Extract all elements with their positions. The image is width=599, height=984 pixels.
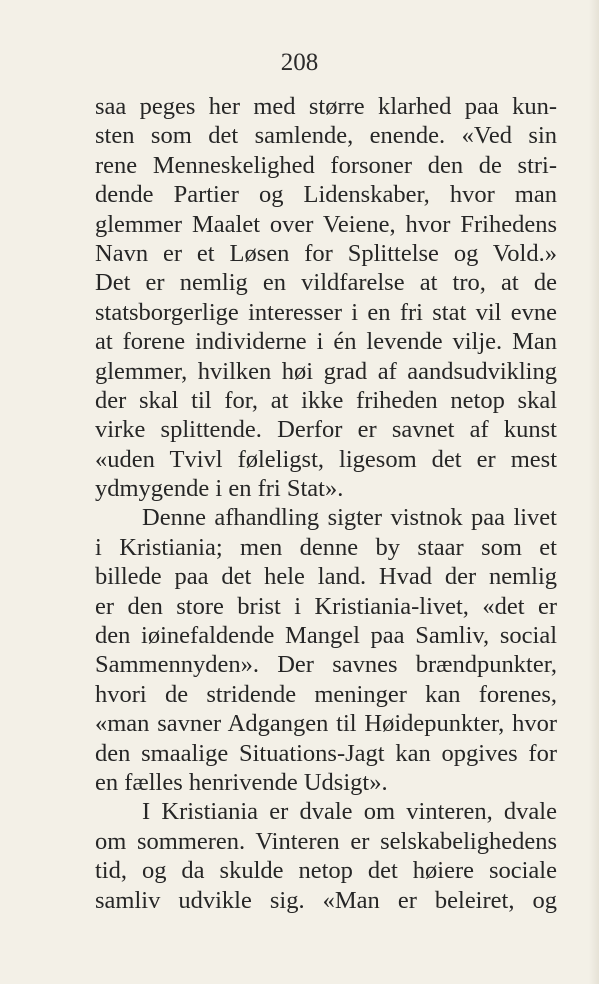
text-line: sten som det samlende, enende. «Ved sin [95,122,557,150]
text-line: glemmer Maalet over Veiene, hvor Frihedens [95,210,557,238]
text-line: dende Partier og Lidenskaber, hvor man [95,181,557,209]
text-line: er den store brist i Kristiania-livet, «det er [95,592,557,620]
text-line: virke splittende. Derfor er savnet af kunst [95,416,557,444]
text-line: Det er nemlig en vildfarelse at tro, at de [95,269,557,297]
text-line: der skal til for, at ikke friheden netop skal [95,386,557,414]
text-line: den smaalige Situations-Jagt kan opgives for [95,739,557,767]
text-line: saa peges her med større klarhed paa kun- [95,93,557,120]
text-line: statsborgerlige interesser i en fri stat vil evne [95,298,557,326]
text-line: en fælles henrivende Udsigt». [95,768,388,796]
paragraph-start-line: I Kristiania er dvale om vinteren, dvale [142,798,557,826]
paragraph-start-line: Denne afhandling sigter vistnok paa livet [142,504,557,532]
text-line: den iøinefaldende Mangel paa Samliv, social [95,622,557,650]
text-line: «uden Tvivl føleligst, ligesom det er mest [95,445,557,473]
text-line: hvori de stridende meninger kan forenes, [95,680,557,708]
page-edge-shadow [589,0,599,984]
text-line: at forene individerne i én levende vilje. Man [95,328,557,356]
text-line: glemmer, hvilken høi grad af aandsudvikling [95,357,557,385]
text-line: Sammennyden». Der savnes brændpunkter, [95,651,557,679]
text-line: om sommeren. Vinteren er selskabelighedens [95,827,557,855]
text-line: samliv udvikle sig. «Man er beleiret, og [95,886,557,914]
text-line: tid, og da skulde netop det høiere sociale [95,857,557,885]
body-text [95,92,557,915]
text-line: rene Menneskelighed forsoner den de stri- [95,151,557,179]
text-line: «man savner Adgangen til Høidepunkter, hvor [95,710,557,738]
text-line: Navn er et Løsen for Splittelse og Vold.» [95,239,557,267]
text-line: billede paa det hele land. Hvad der nemlig [95,563,557,591]
page-number: 208 [280,49,319,76]
text-line: ydmygende i en fri Stat». [95,475,344,503]
text-line: i Kristiania; men denne by staar som et [95,533,557,561]
